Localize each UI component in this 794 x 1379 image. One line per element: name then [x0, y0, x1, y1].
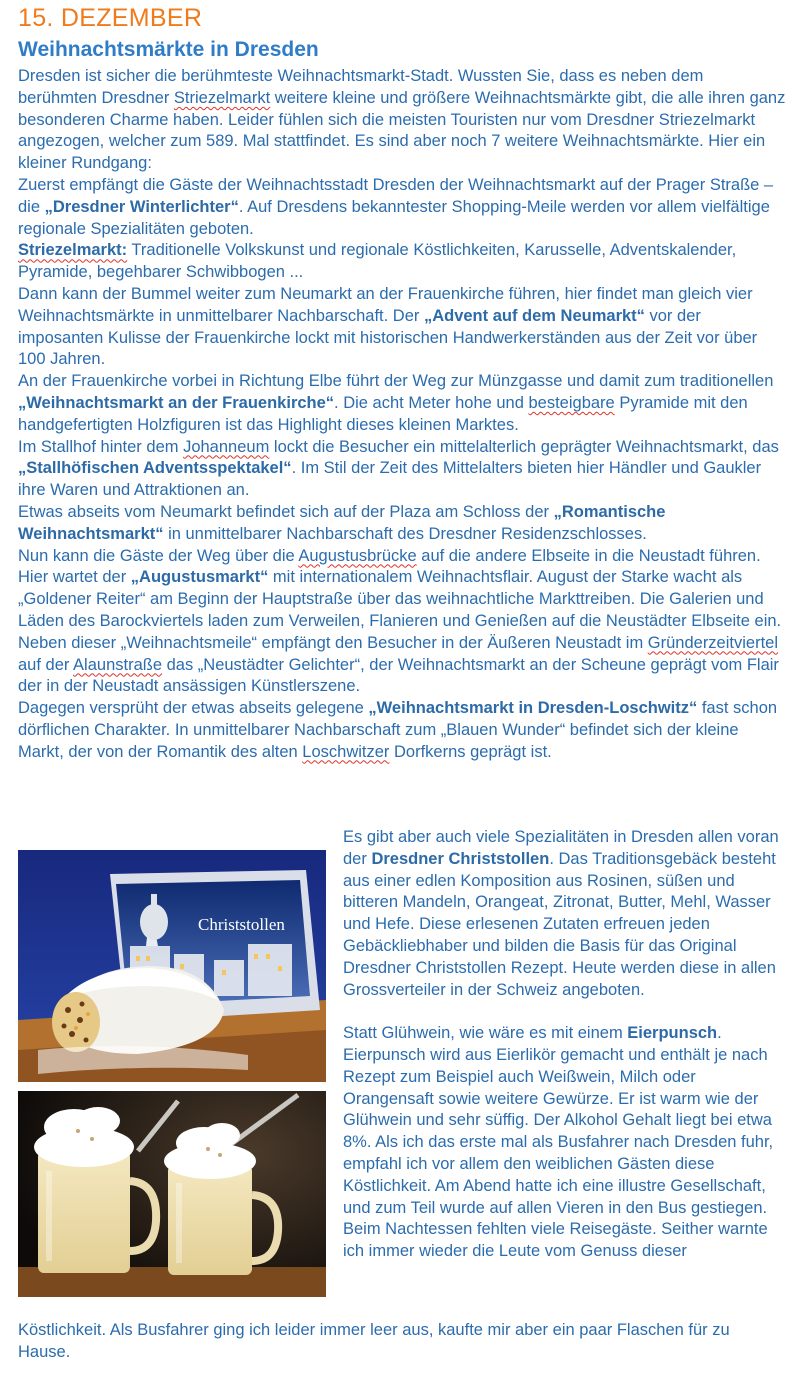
neustadt-paragraph: Neben dieser „Weihnachtsmeile“ empfängt den Besucher in der Äußeren Neustadt im Gründerzeitviertel auf der Alaunstraße das „Neustädter Gelichter“, der Weihnachtsmarkt an der Scheune geprägt vom Flair der in der Neustadt ansässigen Künstlerszene.: [18, 633, 779, 696]
frauenkirche-paragraph: An der Frauenkirche vorbei in Richtung Elbe führt der Weg zur Münzgasse und damit zum traditionellen „Weihnachtsmarkt an der Frauenkirche“. Die acht Meter hohe und besteigbare Pyramide mit den handgefertigten Holzfiguren ist das Highlight dieses kleinen Marktes.: [18, 372, 774, 434]
romantisch-paragraph: Etwas abseits vom Neumarkt befindet sich auf der Plaza am Schloss der „Romantische Weihnachtsmarkt“ in unmittelbarer Nachbarschaft des Dresdner Residenzschlosses.: [18, 502, 666, 543]
winterlichter-paragraph: Zuerst empfängt die Gäste der Weihnachtsstadt Dresden der Weihnachtsmarkt auf der Prager Straße – die „Dresdner Winterlichter“. Auf Dresdens bekanntester Shopping-Meile werden vor allem vielfältige regionale Spezialitäten geboten.: [18, 175, 774, 238]
date-heading: 15. DEZEMBER: [18, 4, 203, 32]
stollen-photo: [18, 850, 326, 1082]
eierpunsch-photo: [18, 1091, 326, 1297]
striezelmarkt-paragraph: Striezelmarkt: Traditionelle Volkskunst und regionale Köstlichkeiten, Karusselle, Adventskalender, Pyramide, begehbarer Schwibbogen ...: [18, 241, 737, 282]
tin-label: Christstollen: [198, 915, 285, 934]
article-body: [18, 66, 786, 764]
punsch-paragraph-end: Köstlichkeit. Als Busfahrer ging ich leider immer leer aus, kaufte mir aber ein paar Flaschen für zu Hause.: [18, 1321, 730, 1361]
stallhof-paragraph: Im Stallhof hinter dem Johanneum lockt die Besucher ein mittelalterlich geprägter Weihnachtsmarkt, das „Stallhöfischen Adventsspektakel“. Im Stil der Zeit des Mittelalters bieten hier Händler und Gaukler ihre Waren und Attraktionen an.: [18, 437, 779, 500]
page-title: Weihnachtsmärkte in Dresden: [18, 38, 319, 61]
stollen-paragraph: Es gibt aber auch viele Spezialitäten in Dresden allen voran der Dresdner Christstollen. Das Traditionsgebäck besteht aus einer edlen Komposition aus Rosinen, süßen und bitteren Mandeln, Orangeat, Zitronat, Butter, Mehl, Wasser und Hefe. Diese erlesenen Zutaten erfreuen jeden Gebäckliebhaber und bilden die Basis für das Original Dresdner Christstollen Rezept. Heute werden diese in allen Grossverteiler in der Schweiz angeboten.: [343, 828, 779, 999]
neumarkt-paragraph: Dann kann der Bummel weiter zum Neumarkt an der Frauenkirche führen, hier findet man gleich vier Weihnachtsmärkte in unmittelbarer Nachbarschaft. Der „Advent auf dem Neumarkt“ vor der imposanten Kulisse der Frauenkirche lockt mit historischen Handwerkerständen aus der Zeit vor über 100 Jahren.: [18, 284, 758, 369]
intro-paragraph: Dresden ist sicher die berühmteste Weihnachtsmarkt-Stadt. Wussten Sie, dass es neben dem berühmten Dresdner Striezelmarkt weitere kleine und größere Weihnachtsmärkte gibt, die alle ihren ganz besonderen Charme haben. Leider fühlen sich die meisten Touristen nur vom Dresdner Striezelmarkt angezogen, welcher zum 589. Mal stattfindet. Es sind aber noch 7 weitere Weihnachtsmärkte. Hier ein kleiner Rundgang:: [18, 67, 786, 173]
augustus-paragraph: Nun kann die Gäste der Weg über die Augustusbrücke auf die andere Elbseite in die Neustadt führen. Hier wartet der „Augustusmarkt“ mit internationalem Weihnachtsflair. August der Starke wacht als „Goldener Reiter“ am Beginn der Hauptstraße über das weihnachtliche Markttreiben. Die Galerien und Läden des Barockviertels laden zum Verweilen, Flanieren und Genießen auf die Neustädter Elbseite ein.: [18, 546, 782, 630]
punsch-paragraph: Statt Glühwein, wie wäre es mit einem Eierpunsch. Eierpunsch wird aus Eierlikör gemacht und enthält je nach Rezept zum Beispiel auch Weißwein, Milch oder Orangensaft sowie weitere Gewürze. Er ist warm wie der Glühwein und sehr süffig. Der Alkohol Gehalt liegt bei etwa 8%. Als ich das erste mal als Busfahrer nach Dresden fuhr, empfahl ich vor allem den weiblichen Gästen diese Köstlichkeit. Am Abend hatte ich eine illustre Gesellschaft, und zum Teil wurde auf allen Vieren in den Bus gestiegen. Beim Nachtessen fehlten viele Reisegäste. Seither warnte ich immer wieder die Leute vom Genuss dieser: [343, 1024, 774, 1261]
eierpunsch-illustration: [18, 1091, 326, 1297]
loschwitz-paragraph: Dagegen versprüht der etwas abseits gelegene „Weihnachtsmarkt in Dresden-Loschwitz“ fast schon dörflichen Charakter. In unmittelbarer Nachbarschaft zum „Blauen Wunder“ befindet sich der kleine Markt, der von der Romantik des alten Loschwitzer Dorfkerns geprägt ist.: [18, 699, 778, 761]
specialties-column: [343, 827, 783, 1263]
stollen-illustration: [18, 850, 326, 1082]
